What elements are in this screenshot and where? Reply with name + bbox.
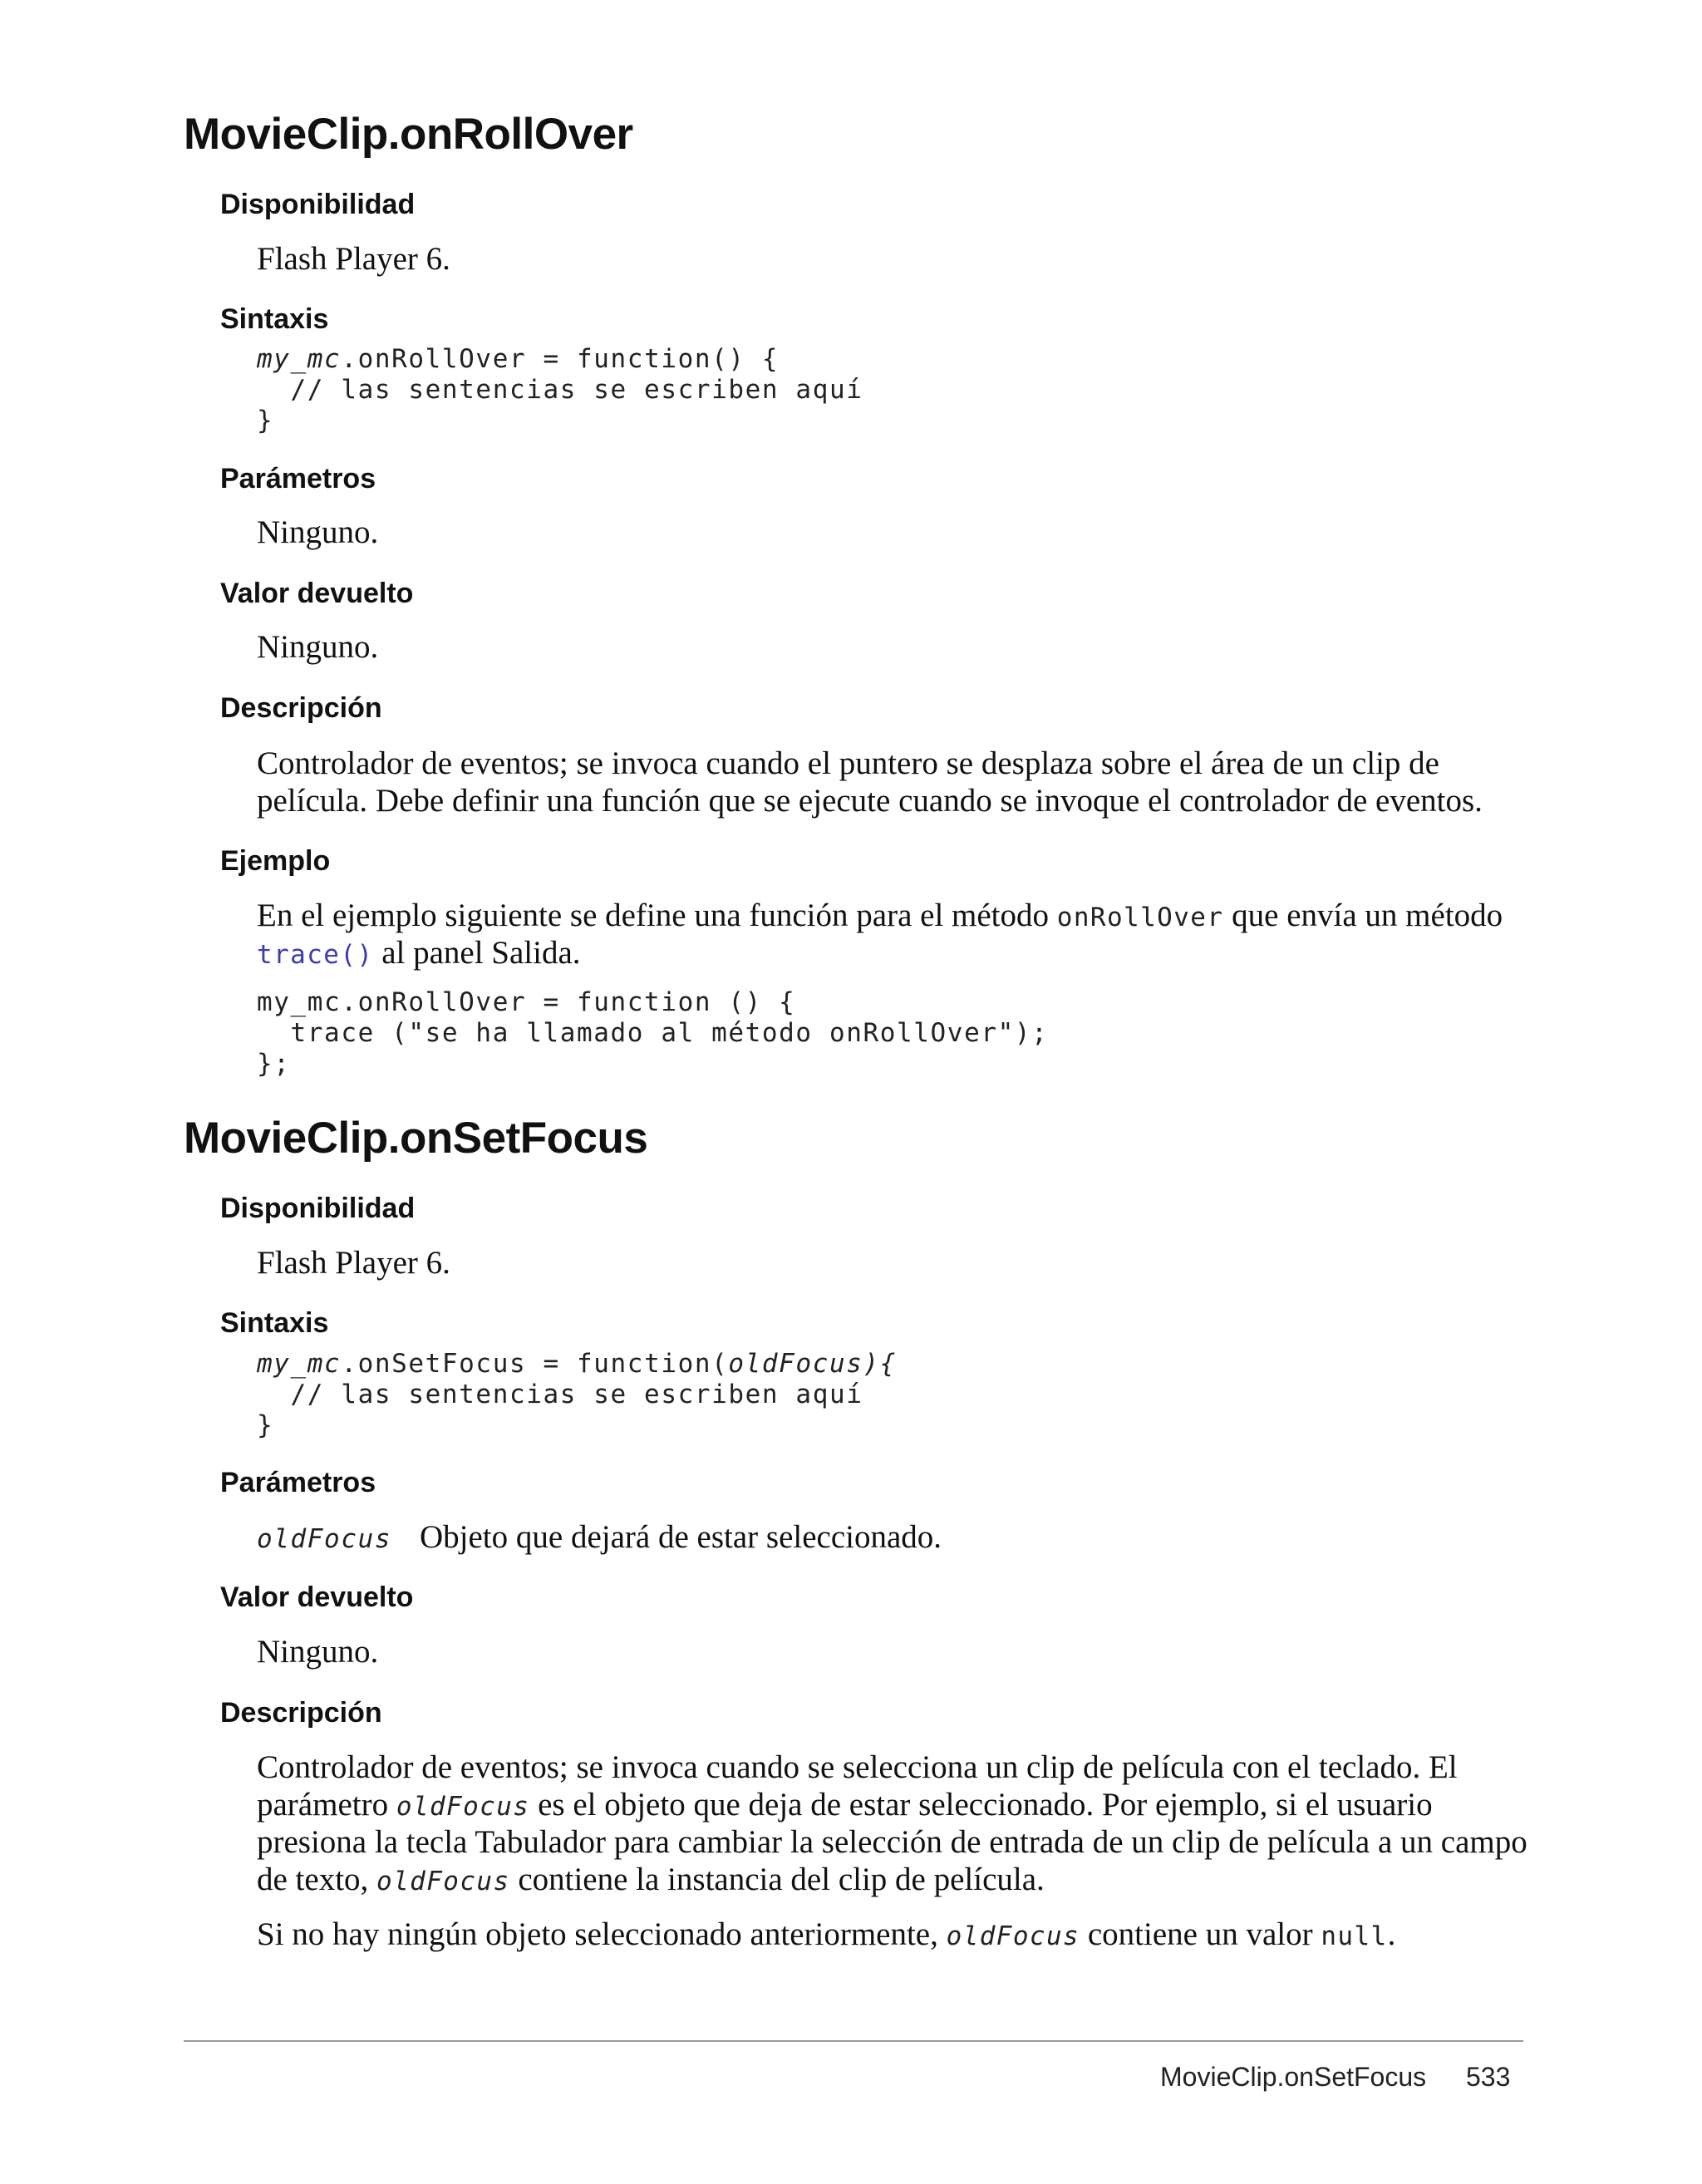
- description-paragraph: [257, 1916, 1395, 1955]
- availability-text: Flash Player 6.: [257, 1245, 450, 1281]
- description-text: Si no hay ningún objeto seleccionado anteriormente,: [257, 1916, 947, 1952]
- parameter-name: oldFocus: [257, 1524, 392, 1554]
- availability-text: Flash Player 6.: [257, 241, 450, 277]
- description-text: de texto,: [257, 1862, 377, 1897]
- footer-running-title: MovieClip.onSetFocus: [1160, 2062, 1427, 2092]
- inline-code: oldFocus: [946, 1921, 1080, 1951]
- example-text: En el ejemplo siguiente se define una función para el método: [257, 898, 1057, 933]
- description-line: película. Debe definir una función que se ejecute cuando se invoque el controlador de eventos.: [257, 783, 1483, 819]
- heading-example: Ejemplo: [220, 845, 331, 877]
- description-line: [257, 1786, 1433, 1826]
- heading-parameters: Parámetros: [220, 463, 376, 494]
- description-text: contiene un valor: [1080, 1916, 1321, 1952]
- syntax-object: my_mc: [257, 344, 342, 374]
- description-text: contiene la instancia del clip de película.: [509, 1862, 1045, 1897]
- description-text: parámetro: [257, 1787, 396, 1822]
- footer-rule: [184, 2040, 1523, 2042]
- trace-link[interactable]: trace(): [257, 940, 374, 970]
- example-code-line: trace ("se ha llamado al método onRollOver");: [257, 1018, 1049, 1048]
- description-line: presiona la tecla Tabulador para cambiar la selección de entrada de un clip de película a un campo: [257, 1824, 1527, 1860]
- example-text: al panel Salida.: [373, 935, 581, 971]
- example-code-line: };: [257, 1049, 291, 1079]
- inline-code: oldFocus: [376, 1867, 510, 1896]
- syntax-code-line: [257, 344, 779, 375]
- heading-syntax: Sintaxis: [220, 1307, 329, 1339]
- inline-code-null: null: [1321, 1921, 1388, 1951]
- syntax-code-line: // las sentencias se escriben aquí: [257, 375, 863, 405]
- syntax-param: oldFocus: [728, 1349, 863, 1379]
- syntax-code-line: }: [257, 406, 274, 435]
- description-line: [257, 1861, 1045, 1901]
- syntax-code-text: .onSetFocus = function(: [341, 1349, 729, 1379]
- section-title-onsetfocus: MovieClip.onSetFocus: [184, 1114, 648, 1163]
- syntax-code-line: // las sentencias se escriben aquí: [257, 1380, 863, 1409]
- heading-availability: Disponibilidad: [220, 1193, 416, 1224]
- parameters-text: Ninguno.: [257, 514, 379, 550]
- return-value-text: Ninguno.: [257, 1634, 379, 1670]
- heading-syntax: Sintaxis: [220, 303, 329, 335]
- syntax-object: my_mc: [257, 1349, 342, 1379]
- syntax-code-line: [257, 1349, 897, 1380]
- page-number: 533: [1466, 2062, 1511, 2092]
- example-intro-line: [257, 934, 581, 974]
- heading-return-value: Valor devuelto: [220, 578, 414, 609]
- example-intro-line: [257, 897, 1503, 937]
- heading-parameters: Parámetros: [220, 1467, 376, 1498]
- syntax-code-text: .onRollOver = function() {: [341, 344, 780, 374]
- description-text: es el objeto que deja de estar seleccionado. Por ejemplo, si el usuario: [529, 1787, 1433, 1822]
- syntax-code-line: }: [257, 1410, 274, 1440]
- description-text: .: [1387, 1916, 1396, 1952]
- heading-description: Descripción: [220, 1697, 382, 1729]
- description-line: Controlador de eventos; se invoca cuando se selecciona un clip de película con el teclado. El: [257, 1749, 1458, 1785]
- syntax-code-text: ){: [863, 1349, 898, 1379]
- example-code-line: my_mc.onRollOver = function () {: [257, 987, 796, 1017]
- parameter-description: Objeto que dejará de estar seleccionado.: [420, 1519, 942, 1555]
- heading-return-value: Valor devuelto: [220, 1581, 414, 1613]
- heading-availability: Disponibilidad: [220, 189, 416, 220]
- return-value-text: Ninguno.: [257, 629, 379, 665]
- inline-code: onRollOver: [1056, 903, 1224, 932]
- example-text: que envía un método: [1223, 898, 1503, 933]
- heading-description: Descripción: [220, 692, 382, 724]
- inline-code: oldFocus: [396, 1792, 530, 1822]
- description-line: Controlador de eventos; se invoca cuando el puntero se desplaza sobre el área de un clip de: [257, 745, 1439, 781]
- section-title-onrollover: MovieClip.onRollOver: [184, 110, 633, 159]
